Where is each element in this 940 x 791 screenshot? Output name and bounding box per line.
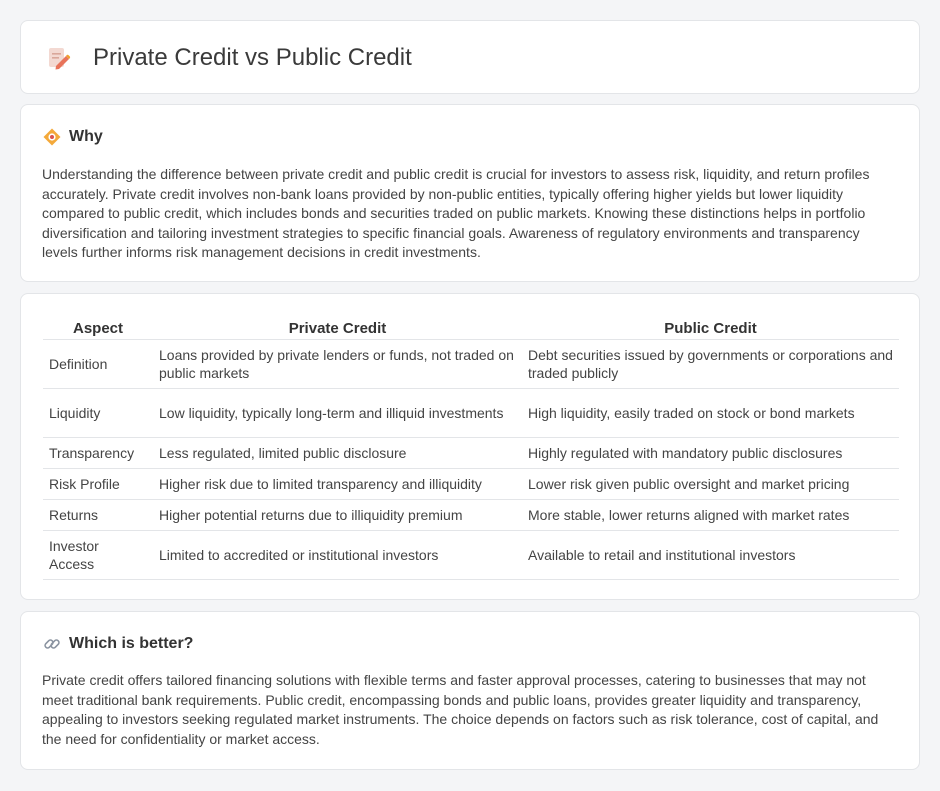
private-cell: Loans provided by private lenders or funds, not traded on public markets <box>153 339 522 388</box>
why-body: Understanding the difference between private credit and public credit is crucial for investors to assess risk, liquidity, and return profiles accurately. Private credit involves non-bank loans provided by non-public entities, typically offering higher yields but lower liquidity compared to public credit, which includes bonds and securities traded on public markets. Knowing these distinctions helps in portfolio diversification and tailoring investment strategies to specific financial goals. Awareness of regulatory environments and transparency levels further informs risk management decisions in credit investments. <box>42 166 870 260</box>
table-row <box>43 339 899 388</box>
private-cell: Higher risk due to limited transparency and illiquidity <box>153 468 522 499</box>
private-cell: Higher potential returns due to illiquidity premium <box>153 499 522 530</box>
link-icon <box>43 635 61 653</box>
public-cell: Highly regulated with mandatory public disclosures <box>522 437 899 468</box>
table-row <box>43 499 899 530</box>
why-title: Why <box>69 128 103 145</box>
table-row <box>43 388 899 437</box>
why-section <box>20 104 920 282</box>
table-row <box>43 530 899 579</box>
public-cell: More stable, lower returns aligned with market rates <box>522 499 899 530</box>
which-is-better-section <box>20 611 920 770</box>
aspect-cell: Investor Access <box>43 530 153 579</box>
private-cell: Less regulated, limited public disclosure <box>153 437 522 468</box>
aspect-cell: Definition <box>43 339 153 388</box>
which-is-better-title: Which is better? <box>69 635 194 652</box>
public-cell: Available to retail and institutional investors <box>522 530 899 579</box>
page-title: Private Credit vs Public Credit <box>93 44 412 71</box>
aspect-cell: Transparency <box>43 437 153 468</box>
which-is-better-body: Private credit offers tailored financing solutions with flexible terms and faster approval processes, catering to businesses that may not meet traditional bank requirements. Public credit, encompassing bonds and public loans, provides greater liquidity and transparency, appealing to investors seeking regulated market instruments. The choice depends on factors such as risk tolerance, cost of capital, and the need for confidentiality or market access. <box>42 672 879 747</box>
diamond-bullseye-icon <box>43 128 61 146</box>
public-cell: Lower risk given public oversight and market pricing <box>522 468 899 499</box>
public-cell: Debt securities issued by governments or corporations and traded publicly <box>522 339 899 388</box>
private-cell: Limited to accredited or institutional investors <box>153 530 522 579</box>
table-row <box>43 468 899 499</box>
comparison-table-card <box>20 293 920 600</box>
header-public-credit: Public Credit <box>522 314 899 339</box>
aspect-cell: Risk Profile <box>43 468 153 499</box>
header-private-credit: Private Credit <box>153 314 522 339</box>
table-row <box>43 437 899 468</box>
public-cell: High liquidity, easily traded on stock or bond markets <box>522 388 899 437</box>
comparison-table <box>43 314 899 580</box>
header-aspect: Aspect <box>43 314 153 339</box>
document-pencil-icon <box>45 45 71 71</box>
aspect-cell: Liquidity <box>43 388 153 437</box>
header-card <box>20 20 920 94</box>
aspect-cell: Returns <box>43 499 153 530</box>
private-cell: Low liquidity, typically long-term and illiquid investments <box>153 388 522 437</box>
